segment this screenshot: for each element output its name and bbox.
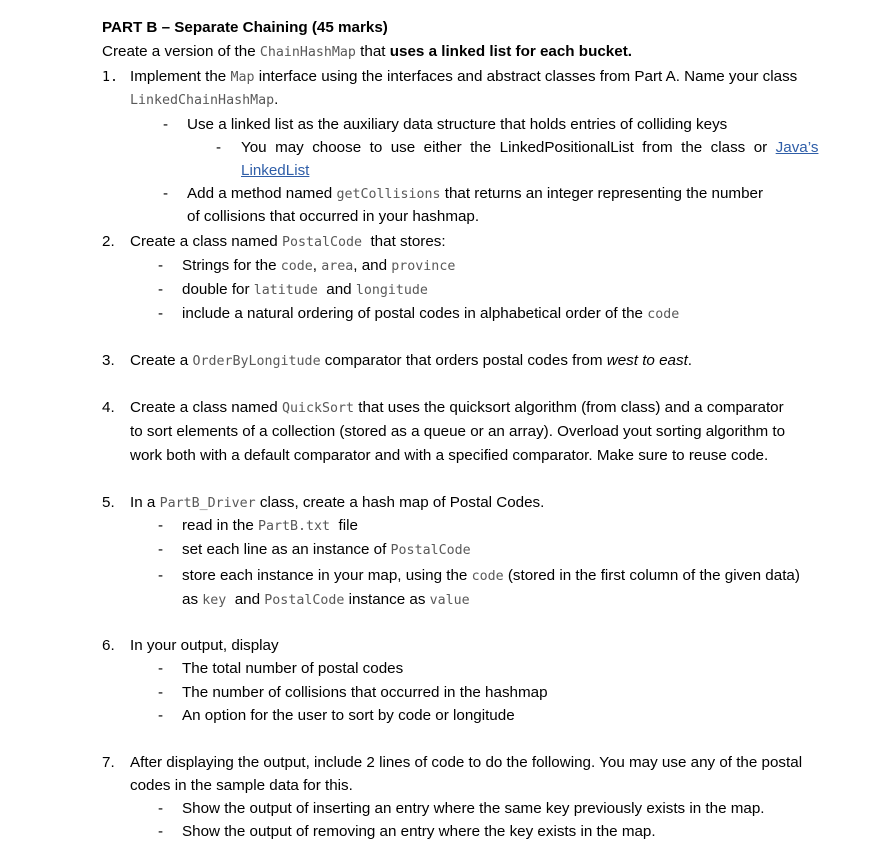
code-chainhashmap: ChainHashMap [259, 45, 356, 60]
q2-sub3 [182, 304, 679, 325]
q6-text: In your output, display [130, 637, 279, 654]
q6-number: 6. [102, 637, 115, 654]
intro-emphasis: uses a linked list for each bucket. [389, 43, 632, 60]
q1-sub1a-line2 [241, 161, 309, 181]
code-postalcode: PostalCode [281, 235, 363, 250]
q5-sub3-text: instance as [344, 591, 430, 608]
q5-text: In a [130, 494, 160, 511]
code-map: Map [230, 70, 255, 85]
bullet: - [158, 660, 164, 677]
bullet: - [158, 305, 164, 322]
q1-sub2-text: that returns an integer representing the number [440, 185, 764, 202]
q6-sub2: The number of collisions that occurred in the hashmap [182, 684, 548, 701]
q1-line2 [130, 90, 278, 111]
java-linkedlist-link[interactable]: LinkedList [241, 162, 310, 179]
q2-sub2 [182, 280, 428, 301]
q5-sub2-text: set each line as an instance of [182, 541, 391, 558]
q6-sub3: An option for the user to sort by code or longitude [182, 707, 515, 724]
q5-sub3-text: as [182, 591, 203, 608]
bullet: - [158, 281, 164, 298]
q2-number: 2. [102, 233, 115, 250]
q6-line [102, 636, 279, 656]
q2-text: that stores: [362, 233, 446, 250]
code-longitude: longitude [355, 283, 428, 298]
bullet: - [158, 567, 164, 584]
code-partb-driver: PartB_Driver [159, 496, 256, 511]
q2-sub1-text: Strings for the [182, 257, 281, 274]
q3-text: . [687, 352, 693, 369]
q1-text: . [274, 91, 279, 108]
q5-text: class, create a hash map of Postal Codes. [255, 494, 545, 511]
q1-sub2 [187, 184, 763, 205]
bullet: - [158, 823, 164, 840]
code-postalcode: PostalCode [264, 593, 345, 608]
q4-line [102, 398, 784, 419]
q2-sub1-text: , [312, 257, 322, 274]
q1-sub2-text: Add a method named [187, 185, 337, 202]
q3-emphasis: west to east [606, 352, 688, 369]
q4-text: that uses the quicksort algorithm (from class) and a comparator [354, 399, 784, 416]
code-code: code [647, 307, 680, 322]
q4-number: 4. [102, 399, 115, 416]
q2-sub2-text: and [317, 281, 356, 298]
bullet: - [158, 684, 164, 701]
q5-sub3-text: store each instance in your map, using the [182, 567, 472, 584]
java-linkedlist-link[interactable]: Java’s [775, 139, 819, 156]
section-title: PART B – Separate Chaining (45 marks) [102, 19, 388, 36]
q5-sub3-text: (stored in the first column of the given data) [503, 567, 800, 584]
q5-sub2 [182, 540, 471, 561]
bullet: - [158, 800, 164, 817]
q7-line [102, 753, 802, 773]
q3-text: Create a [130, 352, 193, 369]
code-getcollisions: getCollisions [336, 187, 441, 202]
q5-sub1-text: file [330, 517, 358, 534]
code-code: code [471, 569, 504, 584]
intro-line [102, 42, 632, 63]
bullet: - [158, 707, 164, 724]
bullet: - [163, 185, 169, 202]
q6-sub1: The total number of postal codes [182, 660, 404, 677]
intro-text: Create a version of the [102, 43, 260, 60]
code-quicksort: QuickSort [281, 401, 355, 416]
q7-sub1: Show the output of inserting an entry where the same key previously exists in the map. [182, 800, 765, 817]
q3-number: 3. [102, 352, 115, 369]
q3-line [102, 351, 692, 372]
q3-text: comparator that orders postal codes from [320, 352, 607, 369]
q1-text: interface using the interfaces and abstract classes from Part A. Name your class [254, 68, 798, 85]
bullet: - [158, 257, 164, 274]
q5-sub1 [182, 516, 358, 537]
q1-text: Implement the [130, 68, 231, 85]
q2-sub2-text: double for [182, 281, 254, 298]
code-code: code [280, 259, 313, 274]
code-area: area [321, 259, 354, 274]
q5-sub3-text: and [226, 591, 265, 608]
q7-number: 7. [102, 754, 115, 771]
q1-sub1a-text: You may choose to use either the LinkedPositionalList from the class or [241, 139, 776, 156]
q2-text: Create a class named [130, 233, 282, 250]
q7-sub2: Show the output of removing an entry where the key exists in the map. [182, 823, 656, 840]
q5-number: 5. [102, 494, 115, 511]
code-province: province [391, 259, 456, 274]
code-partb-txt: PartB.txt [258, 519, 331, 534]
code-orderbylongitude: OrderByLongitude [192, 354, 321, 369]
code-postalcode: PostalCode [390, 543, 471, 558]
q4-line3: work both with a default comparator and with a specified comparator. Make sure to reuse code. [130, 447, 769, 464]
q2-line [102, 232, 446, 253]
q2-sub3-text: include a natural ordering of postal codes in alphabetical order of the [182, 305, 648, 322]
code-key: key [202, 593, 227, 608]
q7-line2: codes in the sample data for this. [130, 777, 353, 794]
q1-sub2-line2: of collisions that occurred in your hashmap. [187, 208, 480, 225]
q2-sub1-text: , and [353, 257, 392, 274]
q5-sub1-text: read in the [182, 517, 258, 534]
q4-line2: to sort elements of a collection (stored as a queue or an array). Overload yout sorting algorithm to [130, 423, 786, 440]
code-linkedchainhashmap: LinkedChainHashMap [130, 93, 275, 108]
code-value: value [429, 593, 470, 608]
q5-sub3-line2 [182, 590, 470, 611]
q7-text: After displaying the output, include 2 lines of code to do the following. You may use any of the postal [130, 754, 803, 771]
q1-line [102, 67, 797, 88]
bullet: - [163, 116, 169, 133]
q1-sub1: Use a linked list as the auxiliary data structure that holds entries of colliding keys [187, 116, 728, 133]
q5-line [102, 493, 544, 514]
bullet: - [158, 517, 164, 534]
bullet: - [158, 541, 164, 558]
q4-text: Create a class named [130, 399, 282, 416]
intro-text: that [355, 43, 390, 60]
bullet: - [216, 139, 222, 156]
code-latitude: latitude [253, 283, 318, 298]
q1-sub1a [241, 138, 818, 158]
q2-sub1 [182, 256, 455, 277]
q5-sub3 [182, 566, 800, 587]
q1-number: 1. [102, 70, 119, 85]
